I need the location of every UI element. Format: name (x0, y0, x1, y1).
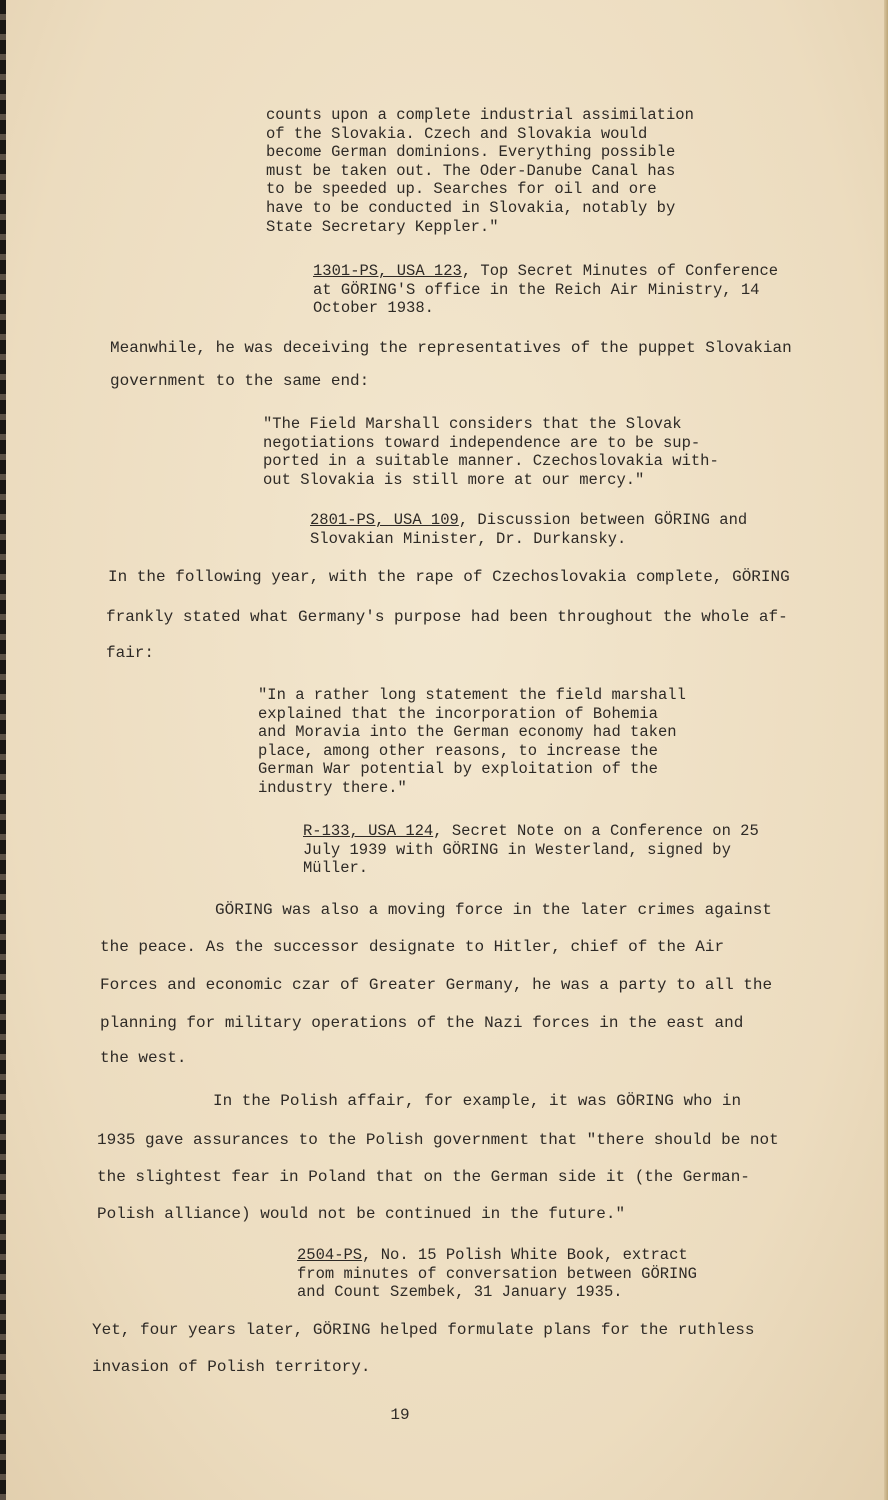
citation-text: , Secret Note on a Conference on 25 July 1939 with GÖRING in Westerland, signed by Müller. (303, 822, 759, 878)
body-line: GÖRING was also a moving force in the later crimes against (215, 901, 772, 919)
binding-edge (0, 0, 6, 1500)
citation (310, 511, 750, 548)
body-line: Forces and economic czar of Greater Germany, he was a party to all the (100, 976, 773, 994)
citation (313, 262, 803, 318)
page-edge (884, 0, 888, 1500)
citation-text: , Discussion between GÖRING and Slovakian Minister, Dr. Durkansky. (310, 511, 748, 548)
body-line: frankly stated what Germany's purpose had been throughout the whole af- (106, 608, 788, 626)
page-number: 19 (390, 1406, 410, 1424)
body-line: Yet, four years later, GÖRING helped formulate plans for the ruthless (92, 1321, 755, 1339)
citation (297, 1246, 727, 1302)
citation-text: , Top Secret Minutes of Conference at GÖRING'S office in the Reich Air Ministry, 14 October 1938. (313, 262, 779, 318)
body-line: the peace. As the successor designate to Hitler, chief of the Air (100, 938, 725, 956)
body-line: planning for military operations of the Nazi forces in the east and (100, 1014, 744, 1032)
citation (303, 822, 763, 878)
block-quote: "The Field Marshall considers that the Slovak negotiations toward independence are to be sup- ported in a suitable manner. Czechoslovakia with- out Slovakia is still more at our mercy." (263, 415, 719, 489)
body-line: fair: (106, 644, 155, 662)
citation-ref: 2504-PS (297, 1246, 363, 1264)
body-line: Meanwhile, he was deceiving the representatives of the puppet Slovakian (110, 339, 792, 357)
citation-text: , No. 15 Polish White Book, extract from minutes of conversation between GÖRING and Count Szembek, 31 January 1935. (297, 1246, 697, 1302)
body-line: 1935 gave assurances to the Polish government that "there should be not (97, 1131, 779, 1149)
body-line: In the following year, with the rape of Czechoslovakia complete, GÖRING (108, 568, 790, 586)
body-line: the slightest fear in Poland that on the German side it (the German- (97, 1168, 750, 1186)
body-line: In the Polish affair, for example, it was GÖRING who in (213, 1092, 742, 1110)
body-line: invasion of Polish territory. (92, 1358, 371, 1376)
body-line: government to the same end: (110, 372, 370, 390)
body-line: Polish alliance) would not be continued in the future." (97, 1205, 626, 1223)
body-line: the west. (100, 1049, 187, 1067)
citation-ref: R-133, USA 124 (303, 822, 434, 840)
block-quote: "In a rather long statement the field marshall explained that the incorporation of Bohemia and Moravia into the German economy had taken place, among other reasons, to increase the German War potential by exploitation of the industry there." (258, 686, 686, 797)
citation-ref: 2801-PS, USA 109 (310, 511, 459, 529)
block-quote: counts upon a complete industrial assimilation of the Slovakia. Czech and Slovakia would become German dominions. Everything possible must be taken out. The Oder-Danube Canal has to be speeded up. Searches for oil and ore have to be conducted in Slovakia, notably by State Secretary Keppler." (266, 106, 694, 236)
citation-ref: 1301-PS, USA 123 (313, 262, 462, 280)
